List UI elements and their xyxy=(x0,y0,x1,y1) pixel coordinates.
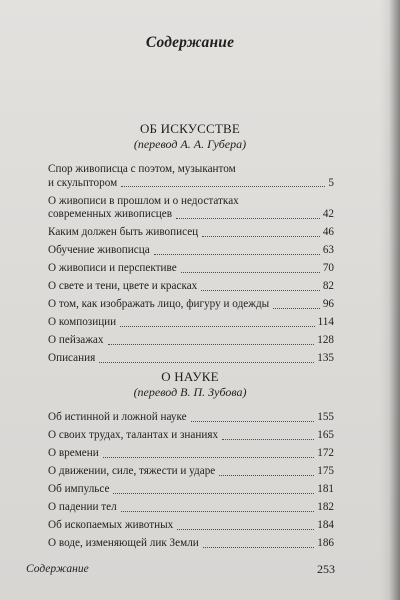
toc-entry-title: О движении, силе, тяжести и ударе xyxy=(48,465,216,477)
toc-entry xyxy=(48,519,334,533)
dot-leader xyxy=(103,457,314,458)
toc-entry xyxy=(48,244,334,258)
toc-entry xyxy=(48,411,334,425)
toc-entry xyxy=(48,262,334,276)
dot-leader xyxy=(191,421,315,422)
toc-entry-title: О живописи в прошлом и о недостатках xyxy=(48,194,239,207)
section-title-art: ОБ ИСКУССТВЕ xyxy=(139,121,241,136)
toc-entry-page: 184 xyxy=(317,519,334,531)
toc-entry xyxy=(48,483,334,497)
toc-entry-title: О падении тел xyxy=(48,501,117,513)
toc-entry-page: 63 xyxy=(322,244,334,256)
toc-entry-title: Спор живописца с поэтом, музыкантом xyxy=(48,163,236,175)
dot-leader xyxy=(99,362,314,363)
toc-entry-title: О том, как изображать лицо, фигуру и одежды xyxy=(48,298,270,310)
toc-entry-page: 42 xyxy=(322,208,334,220)
toc-entry xyxy=(48,429,334,443)
dot-leader xyxy=(222,439,314,440)
toc-entry-title: О живописи и перспективе xyxy=(48,262,177,274)
toc-entry-page: 165 xyxy=(317,429,334,441)
toc-entry-title: О своих трудах, талантах и знаниях xyxy=(48,429,219,441)
page-number: 253 xyxy=(317,562,335,576)
dot-leader xyxy=(203,547,314,548)
toc-entry-page: 128 xyxy=(317,334,334,346)
dot-leader xyxy=(121,186,325,187)
toc-list-science xyxy=(48,411,334,555)
toc-entry xyxy=(48,352,334,366)
toc-entry-page: 5 xyxy=(328,176,334,189)
dot-leader xyxy=(273,308,320,309)
toc-entry-page: 172 xyxy=(317,447,334,459)
dot-leader xyxy=(202,236,320,237)
toc-entry-title-continued: современных живописцев xyxy=(48,208,173,220)
toc-entry-page: 114 xyxy=(317,316,334,328)
toc-list-art xyxy=(48,163,334,370)
dot-leader xyxy=(219,475,314,476)
toc-entry-title: Об ископаемых животных xyxy=(48,519,174,531)
dot-leader xyxy=(120,326,314,327)
toc-entry-title: О воде, изменяющей лик Земли xyxy=(48,537,199,549)
toc-entry-page: 96 xyxy=(322,298,334,310)
toc-entry-title: О композиции xyxy=(48,316,117,328)
dot-leader xyxy=(201,290,320,291)
toc-entry xyxy=(48,195,334,222)
toc-entry-page: 155 xyxy=(317,411,334,423)
toc-entry-page: 186 xyxy=(317,537,334,549)
toc-entry xyxy=(48,465,334,479)
toc-entry-page: 181 xyxy=(317,483,334,495)
toc-entry-title-continued: и скульптором xyxy=(48,176,118,189)
running-title: Содержание xyxy=(26,563,89,575)
toc-entry-title: Об импульсе xyxy=(48,483,110,495)
toc-entry-title: О свете и тени, цвете и красках xyxy=(48,280,198,292)
toc-entry-title: Обучение живописца xyxy=(48,244,150,256)
toc-entry xyxy=(48,226,334,240)
toc-entry-title: О времени xyxy=(48,447,99,459)
toc-entry-page: 175 xyxy=(317,465,334,477)
dot-leader xyxy=(121,511,315,512)
toc-entry xyxy=(48,316,334,330)
toc-entry xyxy=(48,447,334,461)
page-title: Содержание xyxy=(145,34,235,51)
toc-entry xyxy=(48,280,334,294)
section-subtitle-art: (перевод А. А. Губера) xyxy=(133,137,247,151)
toc-entry-page: 46 xyxy=(322,226,334,238)
toc-entry-title: Об истинной и ложной науке xyxy=(48,411,187,423)
toc-entry xyxy=(48,501,334,515)
section-title-science: О НАУКЕ xyxy=(161,369,219,384)
toc-entry xyxy=(48,298,334,312)
toc-entry-page: 182 xyxy=(317,501,334,513)
toc-entry xyxy=(48,163,334,190)
dot-leader xyxy=(181,272,320,273)
toc-entry xyxy=(48,537,334,551)
toc-entry xyxy=(48,334,334,348)
dot-leader xyxy=(113,493,314,494)
dot-leader xyxy=(108,344,315,345)
dot-leader xyxy=(177,529,314,530)
toc-entry-title: Каким должен быть живописец xyxy=(48,226,199,238)
toc-entry-page: 70 xyxy=(322,262,334,274)
dot-leader xyxy=(176,218,320,219)
toc-entry-title: Описания xyxy=(48,352,96,364)
section-subtitle-science: (перевод В. П. Зубова) xyxy=(133,385,247,399)
toc-entry-page: 82 xyxy=(322,280,334,292)
toc-entry-page: 135 xyxy=(317,352,334,364)
book-gutter-shadow xyxy=(380,0,400,600)
dot-leader xyxy=(154,254,320,255)
toc-entry-title: О пейзажах xyxy=(48,334,104,346)
